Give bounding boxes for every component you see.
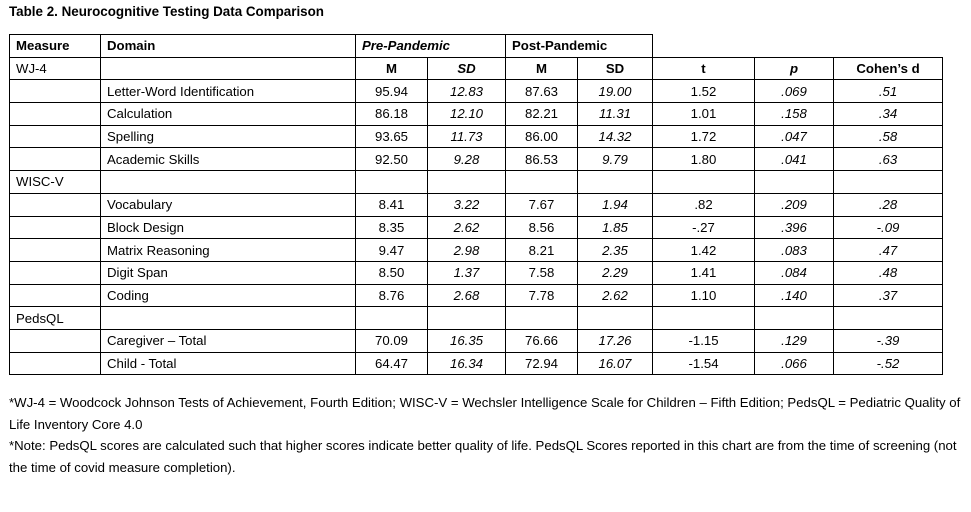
post-sd-cell: 19.00 <box>578 80 653 103</box>
empty-cell <box>653 171 755 194</box>
empty-cell <box>101 171 356 194</box>
empty-cell <box>755 307 834 330</box>
header-domain: Domain <box>101 35 356 58</box>
measure-label: WISC-V <box>10 171 101 194</box>
header-post-pandemic: Post-Pandemic <box>506 35 653 58</box>
post-sd-cell: 16.07 <box>578 352 653 375</box>
p-cell: .129 <box>755 329 834 352</box>
pre-m-cell: 8.50 <box>356 261 428 284</box>
table-row <box>10 80 943 103</box>
cohens-d-cell: .51 <box>834 80 943 103</box>
measure-blank-cell <box>10 352 101 375</box>
table-row <box>10 261 943 284</box>
domain-cell: Academic Skills <box>101 148 356 171</box>
post-m-cell: 76.66 <box>506 329 578 352</box>
post-m-cell: 86.53 <box>506 148 578 171</box>
abbreviations-note: *WJ-4 = Woodcock Johnson Tests of Achievement, Fourth Edition; WISC-V = Wechsler Intelligence Scale for Children – Fifth Edition; PedsQL = Pediatric Quality of Life Inventory Core 4.0 <box>9 395 961 432</box>
pre-sd-cell: 3.22 <box>428 193 506 216</box>
empty-cell <box>834 171 943 194</box>
measure-label: PedsQL <box>10 307 101 330</box>
t-cell: -.27 <box>653 216 755 239</box>
t-cell: 1.10 <box>653 284 755 307</box>
table-row <box>10 352 943 375</box>
pedsql-note: *Note: PedsQL scores are calculated such that higher scores indicate better quality of life. PedsQL Scores reported in this chart are from the time of screening (not the time of covid measure completion). <box>9 438 957 476</box>
table-row <box>10 284 943 307</box>
domain-cell: Matrix Reasoning <box>101 239 356 262</box>
cohens-d-cell: -.39 <box>834 329 943 352</box>
pre-sd-cell: 16.34 <box>428 352 506 375</box>
cohens-d-cell: .58 <box>834 125 943 148</box>
p-cell: .158 <box>755 103 834 126</box>
pre-m-cell: 9.47 <box>356 239 428 262</box>
pre-m-cell: 8.76 <box>356 284 428 307</box>
header-pre-pandemic: Pre-Pandemic <box>356 35 506 58</box>
post-sd-cell: 11.31 <box>578 103 653 126</box>
group-header-row <box>10 171 943 194</box>
pre-m-cell: 8.35 <box>356 216 428 239</box>
table-row <box>10 329 943 352</box>
measure-blank-cell <box>10 193 101 216</box>
table-caption: Table 2. Neurocognitive Testing Data Comparison <box>9 4 324 19</box>
cohens-d-cell: .28 <box>834 193 943 216</box>
post-m-cell: 7.58 <box>506 261 578 284</box>
measure-blank-cell <box>10 125 101 148</box>
empty-cell <box>506 307 578 330</box>
pre-sd-cell: 12.10 <box>428 103 506 126</box>
pre-m-cell: 92.50 <box>356 148 428 171</box>
measure-blank-cell <box>10 80 101 103</box>
post-m-cell: 86.00 <box>506 125 578 148</box>
empty-cell <box>755 171 834 194</box>
post-m-cell: 7.67 <box>506 193 578 216</box>
cohens-d-cell: .63 <box>834 148 943 171</box>
data-table <box>9 34 943 375</box>
cohens-d-cell: -.52 <box>834 352 943 375</box>
post-m-cell: 82.21 <box>506 103 578 126</box>
pre-m-cell: 86.18 <box>356 103 428 126</box>
empty-cell <box>834 307 943 330</box>
header-post-sd: SD <box>578 57 653 80</box>
p-cell: .084 <box>755 261 834 284</box>
empty-cell <box>356 307 428 330</box>
post-m-cell: 72.94 <box>506 352 578 375</box>
pre-m-cell: 8.41 <box>356 193 428 216</box>
t-cell: 1.72 <box>653 125 755 148</box>
domain-cell: Caregiver – Total <box>101 329 356 352</box>
table-row <box>10 239 943 262</box>
p-cell: .209 <box>755 193 834 216</box>
post-m-cell: 87.63 <box>506 80 578 103</box>
pre-sd-cell: 1.37 <box>428 261 506 284</box>
table-row <box>10 216 943 239</box>
table-row <box>10 103 943 126</box>
empty-cell <box>428 171 506 194</box>
pre-m-cell: 70.09 <box>356 329 428 352</box>
post-sd-cell: 17.26 <box>578 329 653 352</box>
measure-blank-cell <box>10 261 101 284</box>
cohens-d-cell: .47 <box>834 239 943 262</box>
cohens-d-cell: .34 <box>834 103 943 126</box>
header-pre-m: M <box>356 57 428 80</box>
post-sd-cell: 2.29 <box>578 261 653 284</box>
pre-sd-cell: 12.83 <box>428 80 506 103</box>
p-cell: .041 <box>755 148 834 171</box>
post-sd-cell: 2.35 <box>578 239 653 262</box>
header-measure: Measure <box>10 35 101 58</box>
t-cell: -1.15 <box>653 329 755 352</box>
domain-blank-cell <box>101 57 356 80</box>
group-header-row <box>10 307 943 330</box>
post-sd-cell: 14.32 <box>578 125 653 148</box>
post-sd-cell: 1.94 <box>578 193 653 216</box>
t-cell: 1.80 <box>653 148 755 171</box>
table-row <box>10 125 943 148</box>
measure-blank-cell <box>10 148 101 171</box>
p-cell: .140 <box>755 284 834 307</box>
cohens-d-cell: -.09 <box>834 216 943 239</box>
header-row-2 <box>10 57 943 80</box>
domain-cell: Vocabulary <box>101 193 356 216</box>
measure-blank-cell <box>10 103 101 126</box>
post-sd-cell: 1.85 <box>578 216 653 239</box>
p-cell: .047 <box>755 125 834 148</box>
domain-cell: Spelling <box>101 125 356 148</box>
post-sd-cell: 2.62 <box>578 284 653 307</box>
pre-m-cell: 64.47 <box>356 352 428 375</box>
pre-m-cell: 95.94 <box>356 80 428 103</box>
pre-sd-cell: 2.62 <box>428 216 506 239</box>
domain-cell: Calculation <box>101 103 356 126</box>
domain-cell: Block Design <box>101 216 356 239</box>
pre-sd-cell: 2.68 <box>428 284 506 307</box>
measure-blank-cell <box>10 239 101 262</box>
table-row <box>10 193 943 216</box>
empty-cell <box>356 171 428 194</box>
pre-sd-cell: 11.73 <box>428 125 506 148</box>
empty-cell <box>506 171 578 194</box>
measure-blank-cell <box>10 216 101 239</box>
header-cohens-d: Cohen’s d <box>834 57 943 80</box>
empty-cell <box>101 307 356 330</box>
t-cell: .82 <box>653 193 755 216</box>
empty-cell <box>578 307 653 330</box>
pre-sd-cell: 16.35 <box>428 329 506 352</box>
post-sd-cell: 9.79 <box>578 148 653 171</box>
t-cell: -1.54 <box>653 352 755 375</box>
header-blank <box>653 35 943 58</box>
post-m-cell: 7.78 <box>506 284 578 307</box>
header-p: p <box>755 57 834 80</box>
pre-sd-cell: 2.98 <box>428 239 506 262</box>
empty-cell <box>653 307 755 330</box>
p-cell: .069 <box>755 80 834 103</box>
t-cell: 1.41 <box>653 261 755 284</box>
p-cell: .396 <box>755 216 834 239</box>
measure-blank-cell <box>10 284 101 307</box>
header-post-m: M <box>506 57 578 80</box>
pre-m-cell: 93.65 <box>356 125 428 148</box>
cohens-d-cell: .37 <box>834 284 943 307</box>
domain-cell: Coding <box>101 284 356 307</box>
measure-blank-cell <box>10 329 101 352</box>
t-cell: 1.42 <box>653 239 755 262</box>
t-cell: 1.01 <box>653 103 755 126</box>
pre-sd-cell: 9.28 <box>428 148 506 171</box>
table-body <box>10 35 943 375</box>
domain-cell: Letter-Word Identification <box>101 80 356 103</box>
empty-cell <box>578 171 653 194</box>
domain-cell: Child - Total <box>101 352 356 375</box>
header-row-1 <box>10 35 943 58</box>
p-cell: .083 <box>755 239 834 262</box>
domain-cell: Digit Span <box>101 261 356 284</box>
post-m-cell: 8.56 <box>506 216 578 239</box>
t-cell: 1.52 <box>653 80 755 103</box>
post-m-cell: 8.21 <box>506 239 578 262</box>
cohens-d-cell: .48 <box>834 261 943 284</box>
measure-label: WJ-4 <box>10 57 101 80</box>
empty-cell <box>428 307 506 330</box>
header-t: t <box>653 57 755 80</box>
table-row <box>10 148 943 171</box>
p-cell: .066 <box>755 352 834 375</box>
table-notes <box>9 392 967 479</box>
header-pre-sd: SD <box>428 57 506 80</box>
